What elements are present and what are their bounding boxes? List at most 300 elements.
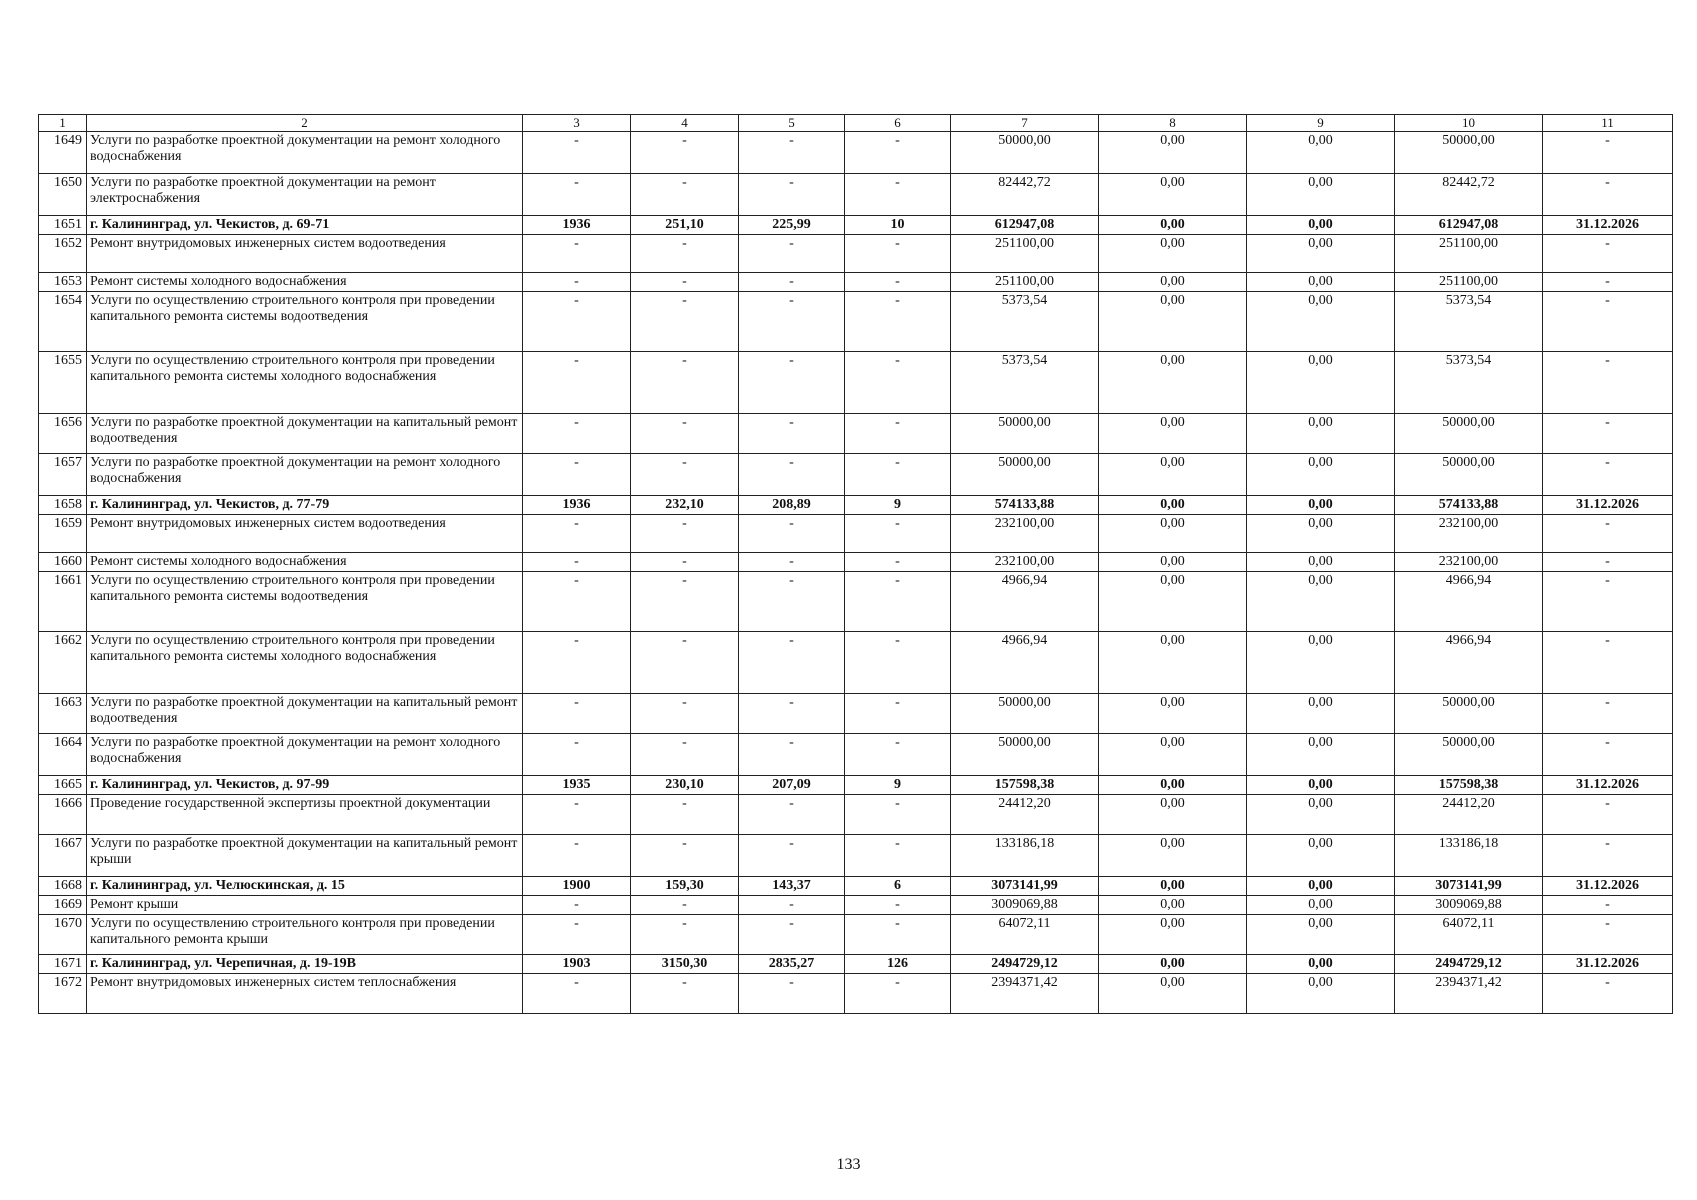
total-area-cell: - [631, 896, 739, 915]
item-name-cell: Услуги по осуществлению строительного контроля при проведении капитального ремонта системы холодного водоснабжения [87, 352, 523, 414]
row-number-cell: 1661 [39, 572, 87, 632]
residents-cell: - [845, 915, 951, 955]
owner-funds-cell: 251100,00 [1395, 273, 1543, 292]
residents-cell: - [845, 553, 951, 572]
item-name-cell: Ремонт системы холодного водоснабжения [87, 553, 523, 572]
completion-date-cell: - [1543, 694, 1673, 734]
residents-cell: - [845, 454, 951, 496]
federal-funds-cell: 0,00 [1099, 454, 1247, 496]
residents-cell: - [845, 632, 951, 694]
column-number-header-row [39, 115, 1673, 132]
owner-funds-cell: 3073141,99 [1395, 877, 1543, 896]
work-item-row [39, 553, 1673, 572]
address-row [39, 955, 1673, 974]
row-number-cell: 1669 [39, 896, 87, 915]
item-name-cell: Услуги по разработке проектной документации на капитальный ремонт водоотведения [87, 694, 523, 734]
row-number-cell: 1652 [39, 235, 87, 273]
item-name-cell: Услуги по разработке проектной документации на ремонт холодного водоснабжения [87, 734, 523, 776]
living-area-cell: 207,09 [739, 776, 845, 795]
completion-date-cell: 31.12.2026 [1543, 776, 1673, 795]
regional-funds-cell: 0,00 [1247, 292, 1395, 352]
regional-funds-cell: 0,00 [1247, 835, 1395, 877]
row-number-cell: 1654 [39, 292, 87, 352]
residents-cell: - [845, 174, 951, 216]
item-name-cell: Ремонт крыши [87, 896, 523, 915]
owner-funds-cell: 50000,00 [1395, 132, 1543, 174]
row-number-cell: 1653 [39, 273, 87, 292]
address-row [39, 877, 1673, 896]
federal-funds-cell: 0,00 [1099, 877, 1247, 896]
regional-funds-cell: 0,00 [1247, 877, 1395, 896]
completion-date-cell: - [1543, 632, 1673, 694]
total-cost-cell: 2494729,12 [951, 955, 1099, 974]
completion-date-cell: - [1543, 273, 1673, 292]
residents-cell: - [845, 795, 951, 835]
build-year-cell: - [523, 414, 631, 454]
regional-funds-cell: 0,00 [1247, 974, 1395, 1014]
row-number-cell: 1657 [39, 454, 87, 496]
federal-funds-cell: 0,00 [1099, 974, 1247, 1014]
regional-funds-cell: 0,00 [1247, 694, 1395, 734]
residents-cell: - [845, 292, 951, 352]
owner-funds-cell: 133186,18 [1395, 835, 1543, 877]
completion-date-cell: - [1543, 974, 1673, 1014]
row-number-cell: 1666 [39, 795, 87, 835]
regional-funds-cell: 0,00 [1247, 776, 1395, 795]
completion-date-cell: - [1543, 734, 1673, 776]
federal-funds-cell: 0,00 [1099, 896, 1247, 915]
row-number-cell: 1649 [39, 132, 87, 174]
living-area-cell: - [739, 572, 845, 632]
owner-funds-cell: 2494729,12 [1395, 955, 1543, 974]
owner-funds-cell: 251100,00 [1395, 235, 1543, 273]
build-year-cell: 1936 [523, 496, 631, 515]
total-area-cell: - [631, 174, 739, 216]
federal-funds-cell: 0,00 [1099, 776, 1247, 795]
total-cost-cell: 5373,54 [951, 352, 1099, 414]
address-row [39, 216, 1673, 235]
regional-funds-cell: 0,00 [1247, 955, 1395, 974]
item-name-cell: Услуги по осуществлению строительного контроля при проведении капитального ремонта системы холодного водоснабжения [87, 632, 523, 694]
item-name-cell: Ремонт системы холодного водоснабжения [87, 273, 523, 292]
federal-funds-cell: 0,00 [1099, 632, 1247, 694]
build-year-cell: - [523, 132, 631, 174]
residents-cell: 9 [845, 776, 951, 795]
federal-funds-cell: 0,00 [1099, 292, 1247, 352]
row-number-cell: 1670 [39, 915, 87, 955]
residents-cell: 6 [845, 877, 951, 896]
work-item-row [39, 235, 1673, 273]
total-cost-cell: 50000,00 [951, 694, 1099, 734]
row-number-cell: 1656 [39, 414, 87, 454]
row-number-cell: 1665 [39, 776, 87, 795]
total-area-cell: - [631, 835, 739, 877]
living-area-cell: - [739, 974, 845, 1014]
regional-funds-cell: 0,00 [1247, 915, 1395, 955]
residents-cell: 9 [845, 496, 951, 515]
build-year-cell: - [523, 632, 631, 694]
federal-funds-cell: 0,00 [1099, 955, 1247, 974]
regional-funds-cell: 0,00 [1247, 273, 1395, 292]
owner-funds-cell: 232100,00 [1395, 553, 1543, 572]
residents-cell: 10 [845, 216, 951, 235]
total-cost-cell: 3009069,88 [951, 896, 1099, 915]
total-cost-cell: 612947,08 [951, 216, 1099, 235]
item-name-cell: Ремонт внутридомовых инженерных систем теплоснабжения [87, 974, 523, 1014]
residents-cell: - [845, 694, 951, 734]
federal-funds-cell: 0,00 [1099, 496, 1247, 515]
build-year-cell: - [523, 273, 631, 292]
living-area-cell: - [739, 454, 845, 496]
row-number-cell: 1668 [39, 877, 87, 896]
total-area-cell: - [631, 915, 739, 955]
work-item-row [39, 694, 1673, 734]
build-year-cell: - [523, 974, 631, 1014]
total-cost-cell: 232100,00 [951, 515, 1099, 553]
total-cost-cell: 157598,38 [951, 776, 1099, 795]
residents-cell: - [845, 352, 951, 414]
living-area-cell: - [739, 292, 845, 352]
federal-funds-cell: 0,00 [1099, 734, 1247, 776]
build-year-cell: 1900 [523, 877, 631, 896]
total-area-cell: - [631, 694, 739, 734]
work-item-row [39, 896, 1673, 915]
completion-date-cell: - [1543, 896, 1673, 915]
federal-funds-cell: 0,00 [1099, 352, 1247, 414]
residents-cell: - [845, 734, 951, 776]
col-header: 3 [523, 115, 631, 132]
total-area-cell: - [631, 734, 739, 776]
col-header: 4 [631, 115, 739, 132]
regional-funds-cell: 0,00 [1247, 553, 1395, 572]
regional-funds-cell: 0,00 [1247, 414, 1395, 454]
work-item-row [39, 974, 1673, 1014]
total-area-cell: 230,10 [631, 776, 739, 795]
row-number-cell: 1672 [39, 974, 87, 1014]
owner-funds-cell: 4966,94 [1395, 632, 1543, 694]
federal-funds-cell: 0,00 [1099, 132, 1247, 174]
row-number-cell: 1671 [39, 955, 87, 974]
work-item-row [39, 292, 1673, 352]
residents-cell: - [845, 132, 951, 174]
residents-cell: - [845, 515, 951, 553]
item-name-cell: Услуги по разработке проектной документации на ремонт электроснабжения [87, 174, 523, 216]
completion-date-cell: - [1543, 174, 1673, 216]
living-area-cell: 225,99 [739, 216, 845, 235]
completion-date-cell: 31.12.2026 [1543, 955, 1673, 974]
residents-cell: 126 [845, 955, 951, 974]
regional-funds-cell: 0,00 [1247, 515, 1395, 553]
regional-funds-cell: 0,00 [1247, 632, 1395, 694]
federal-funds-cell: 0,00 [1099, 235, 1247, 273]
regional-funds-cell: 0,00 [1247, 174, 1395, 216]
total-cost-cell: 24412,20 [951, 795, 1099, 835]
total-cost-cell: 232100,00 [951, 553, 1099, 572]
total-area-cell: 251,10 [631, 216, 739, 235]
owner-funds-cell: 2394371,42 [1395, 974, 1543, 1014]
col-header: 9 [1247, 115, 1395, 132]
completion-date-cell: - [1543, 915, 1673, 955]
row-number-cell: 1659 [39, 515, 87, 553]
build-year-cell: 1936 [523, 216, 631, 235]
living-area-cell: - [739, 553, 845, 572]
living-area-cell: - [739, 694, 845, 734]
total-area-cell: 3150,30 [631, 955, 739, 974]
completion-date-cell: - [1543, 795, 1673, 835]
total-area-cell: - [631, 553, 739, 572]
build-year-cell: - [523, 292, 631, 352]
build-year-cell: 1935 [523, 776, 631, 795]
total-cost-cell: 574133,88 [951, 496, 1099, 515]
federal-funds-cell: 0,00 [1099, 572, 1247, 632]
total-area-cell: - [631, 515, 739, 553]
work-item-row [39, 835, 1673, 877]
total-cost-cell: 5373,54 [951, 292, 1099, 352]
item-name-cell: г. Калининград, ул. Чекистов, д. 77-79 [87, 496, 523, 515]
total-area-cell: - [631, 235, 739, 273]
living-area-cell: - [739, 734, 845, 776]
federal-funds-cell: 0,00 [1099, 273, 1247, 292]
row-number-cell: 1650 [39, 174, 87, 216]
completion-date-cell: 31.12.2026 [1543, 877, 1673, 896]
residents-cell: - [845, 835, 951, 877]
total-cost-cell: 3073141,99 [951, 877, 1099, 896]
owner-funds-cell: 5373,54 [1395, 292, 1543, 352]
regional-funds-cell: 0,00 [1247, 795, 1395, 835]
work-item-row [39, 174, 1673, 216]
federal-funds-cell: 0,00 [1099, 915, 1247, 955]
total-cost-cell: 133186,18 [951, 835, 1099, 877]
completion-date-cell: - [1543, 835, 1673, 877]
total-area-cell: - [631, 795, 739, 835]
completion-date-cell: - [1543, 292, 1673, 352]
col-header: 8 [1099, 115, 1247, 132]
total-area-cell: 159,30 [631, 877, 739, 896]
total-cost-cell: 50000,00 [951, 132, 1099, 174]
build-year-cell: - [523, 454, 631, 496]
residents-cell: - [845, 896, 951, 915]
living-area-cell: - [739, 515, 845, 553]
item-name-cell: Услуги по разработке проектной документации на ремонт холодного водоснабжения [87, 454, 523, 496]
total-area-cell: - [631, 352, 739, 414]
total-cost-cell: 50000,00 [951, 734, 1099, 776]
item-name-cell: Услуги по осуществлению строительного контроля при проведении капитального ремонта системы водоотведения [87, 292, 523, 352]
completion-date-cell: - [1543, 414, 1673, 454]
total-area-cell: - [631, 414, 739, 454]
total-area-cell: - [631, 454, 739, 496]
row-number-cell: 1651 [39, 216, 87, 235]
address-row [39, 496, 1673, 515]
item-name-cell: Услуги по разработке проектной документации на капитальный ремонт крыши [87, 835, 523, 877]
col-header: 11 [1543, 115, 1673, 132]
living-area-cell: 2835,27 [739, 955, 845, 974]
total-area-cell: - [631, 572, 739, 632]
work-item-row [39, 515, 1673, 553]
living-area-cell: - [739, 835, 845, 877]
row-number-cell: 1658 [39, 496, 87, 515]
total-cost-cell: 50000,00 [951, 454, 1099, 496]
build-year-cell: - [523, 694, 631, 734]
item-name-cell: г. Калининград, ул. Чекистов, д. 97-99 [87, 776, 523, 795]
build-year-cell: - [523, 235, 631, 273]
completion-date-cell: - [1543, 515, 1673, 553]
completion-date-cell: - [1543, 352, 1673, 414]
completion-date-cell: 31.12.2026 [1543, 496, 1673, 515]
federal-funds-cell: 0,00 [1099, 216, 1247, 235]
total-cost-cell: 251100,00 [951, 235, 1099, 273]
owner-funds-cell: 157598,38 [1395, 776, 1543, 795]
living-area-cell: 143,37 [739, 877, 845, 896]
build-year-cell: - [523, 352, 631, 414]
address-row [39, 776, 1673, 795]
living-area-cell: - [739, 915, 845, 955]
total-area-cell: - [631, 292, 739, 352]
item-name-cell: Услуги по осуществлению строительного контроля при проведении капитального ремонта крыши [87, 915, 523, 955]
living-area-cell: - [739, 414, 845, 454]
owner-funds-cell: 24412,20 [1395, 795, 1543, 835]
col-header: 6 [845, 115, 951, 132]
living-area-cell: - [739, 896, 845, 915]
item-name-cell: Услуги по разработке проектной документации на ремонт холодного водоснабжения [87, 132, 523, 174]
total-area-cell: 232,10 [631, 496, 739, 515]
item-name-cell: г. Калининград, ул. Чекистов, д. 69-71 [87, 216, 523, 235]
regional-funds-cell: 0,00 [1247, 734, 1395, 776]
col-header: 5 [739, 115, 845, 132]
work-item-row [39, 132, 1673, 174]
federal-funds-cell: 0,00 [1099, 795, 1247, 835]
federal-funds-cell: 0,00 [1099, 515, 1247, 553]
build-year-cell: - [523, 915, 631, 955]
work-item-row [39, 795, 1673, 835]
row-number-cell: 1660 [39, 553, 87, 572]
row-number-cell: 1663 [39, 694, 87, 734]
work-item-row [39, 352, 1673, 414]
residents-cell: - [845, 235, 951, 273]
total-area-cell: - [631, 273, 739, 292]
residents-cell: - [845, 273, 951, 292]
item-name-cell: г. Калининград, ул. Челюскинская, д. 15 [87, 877, 523, 896]
owner-funds-cell: 4966,94 [1395, 572, 1543, 632]
col-header: 1 [39, 115, 87, 132]
work-item-row [39, 572, 1673, 632]
living-area-cell: - [739, 132, 845, 174]
row-number-cell: 1655 [39, 352, 87, 414]
residents-cell: - [845, 572, 951, 632]
living-area-cell: - [739, 235, 845, 273]
total-cost-cell: 2394371,42 [951, 974, 1099, 1014]
living-area-cell: - [739, 795, 845, 835]
owner-funds-cell: 50000,00 [1395, 694, 1543, 734]
completion-date-cell: - [1543, 235, 1673, 273]
build-year-cell: - [523, 515, 631, 553]
completion-date-cell: - [1543, 454, 1673, 496]
row-number-cell: 1662 [39, 632, 87, 694]
completion-date-cell: - [1543, 572, 1673, 632]
living-area-cell: - [739, 632, 845, 694]
regional-funds-cell: 0,00 [1247, 454, 1395, 496]
build-year-cell: - [523, 795, 631, 835]
regional-funds-cell: 0,00 [1247, 496, 1395, 515]
completion-date-cell: - [1543, 553, 1673, 572]
work-item-row [39, 454, 1673, 496]
total-area-cell: - [631, 974, 739, 1014]
regional-funds-cell: 0,00 [1247, 235, 1395, 273]
total-cost-cell: 82442,72 [951, 174, 1099, 216]
living-area-cell: - [739, 174, 845, 216]
build-year-cell: 1903 [523, 955, 631, 974]
build-year-cell: - [523, 734, 631, 776]
owner-funds-cell: 574133,88 [1395, 496, 1543, 515]
build-year-cell: - [523, 835, 631, 877]
item-name-cell: г. Калининград, ул. Черепичная, д. 19-19В [87, 955, 523, 974]
federal-funds-cell: 0,00 [1099, 553, 1247, 572]
work-item-row [39, 632, 1673, 694]
residents-cell: - [845, 414, 951, 454]
owner-funds-cell: 82442,72 [1395, 174, 1543, 216]
work-item-row [39, 734, 1673, 776]
total-cost-cell: 64072,11 [951, 915, 1099, 955]
regional-funds-cell: 0,00 [1247, 132, 1395, 174]
living-area-cell: - [739, 273, 845, 292]
owner-funds-cell: 5373,54 [1395, 352, 1543, 414]
work-item-row [39, 915, 1673, 955]
regional-funds-cell: 0,00 [1247, 896, 1395, 915]
federal-funds-cell: 0,00 [1099, 414, 1247, 454]
total-cost-cell: 50000,00 [951, 414, 1099, 454]
build-year-cell: - [523, 553, 631, 572]
total-cost-cell: 251100,00 [951, 273, 1099, 292]
total-area-cell: - [631, 632, 739, 694]
data-sheet [38, 114, 1672, 1014]
item-name-cell: Услуги по осуществлению строительного контроля при проведении капитального ремонта системы водоотведения [87, 572, 523, 632]
completion-date-cell: 31.12.2026 [1543, 216, 1673, 235]
owner-funds-cell: 64072,11 [1395, 915, 1543, 955]
col-header: 2 [87, 115, 523, 132]
row-number-cell: 1664 [39, 734, 87, 776]
owner-funds-cell: 50000,00 [1395, 414, 1543, 454]
page-number: 133 [836, 1156, 861, 1173]
item-name-cell: Проведение государственной экспертизы проектной документации [87, 795, 523, 835]
work-item-row [39, 414, 1673, 454]
owner-funds-cell: 612947,08 [1395, 216, 1543, 235]
residents-cell: - [845, 974, 951, 1014]
living-area-cell: 208,89 [739, 496, 845, 515]
regional-funds-cell: 0,00 [1247, 572, 1395, 632]
col-header: 10 [1395, 115, 1543, 132]
total-area-cell: - [631, 132, 739, 174]
capital-repair-table [38, 114, 1673, 1014]
work-item-row [39, 273, 1673, 292]
item-name-cell: Ремонт внутридомовых инженерных систем водоотведения [87, 515, 523, 553]
owner-funds-cell: 3009069,88 [1395, 896, 1543, 915]
completion-date-cell: - [1543, 132, 1673, 174]
regional-funds-cell: 0,00 [1247, 352, 1395, 414]
build-year-cell: - [523, 174, 631, 216]
owner-funds-cell: 50000,00 [1395, 734, 1543, 776]
col-header: 7 [951, 115, 1099, 132]
federal-funds-cell: 0,00 [1099, 835, 1247, 877]
owner-funds-cell: 50000,00 [1395, 454, 1543, 496]
federal-funds-cell: 0,00 [1099, 694, 1247, 734]
living-area-cell: - [739, 352, 845, 414]
total-cost-cell: 4966,94 [951, 572, 1099, 632]
owner-funds-cell: 232100,00 [1395, 515, 1543, 553]
item-name-cell: Ремонт внутридомовых инженерных систем водоотведения [87, 235, 523, 273]
item-name-cell: Услуги по разработке проектной документации на капитальный ремонт водоотведения [87, 414, 523, 454]
total-cost-cell: 4966,94 [951, 632, 1099, 694]
build-year-cell: - [523, 572, 631, 632]
build-year-cell: - [523, 896, 631, 915]
